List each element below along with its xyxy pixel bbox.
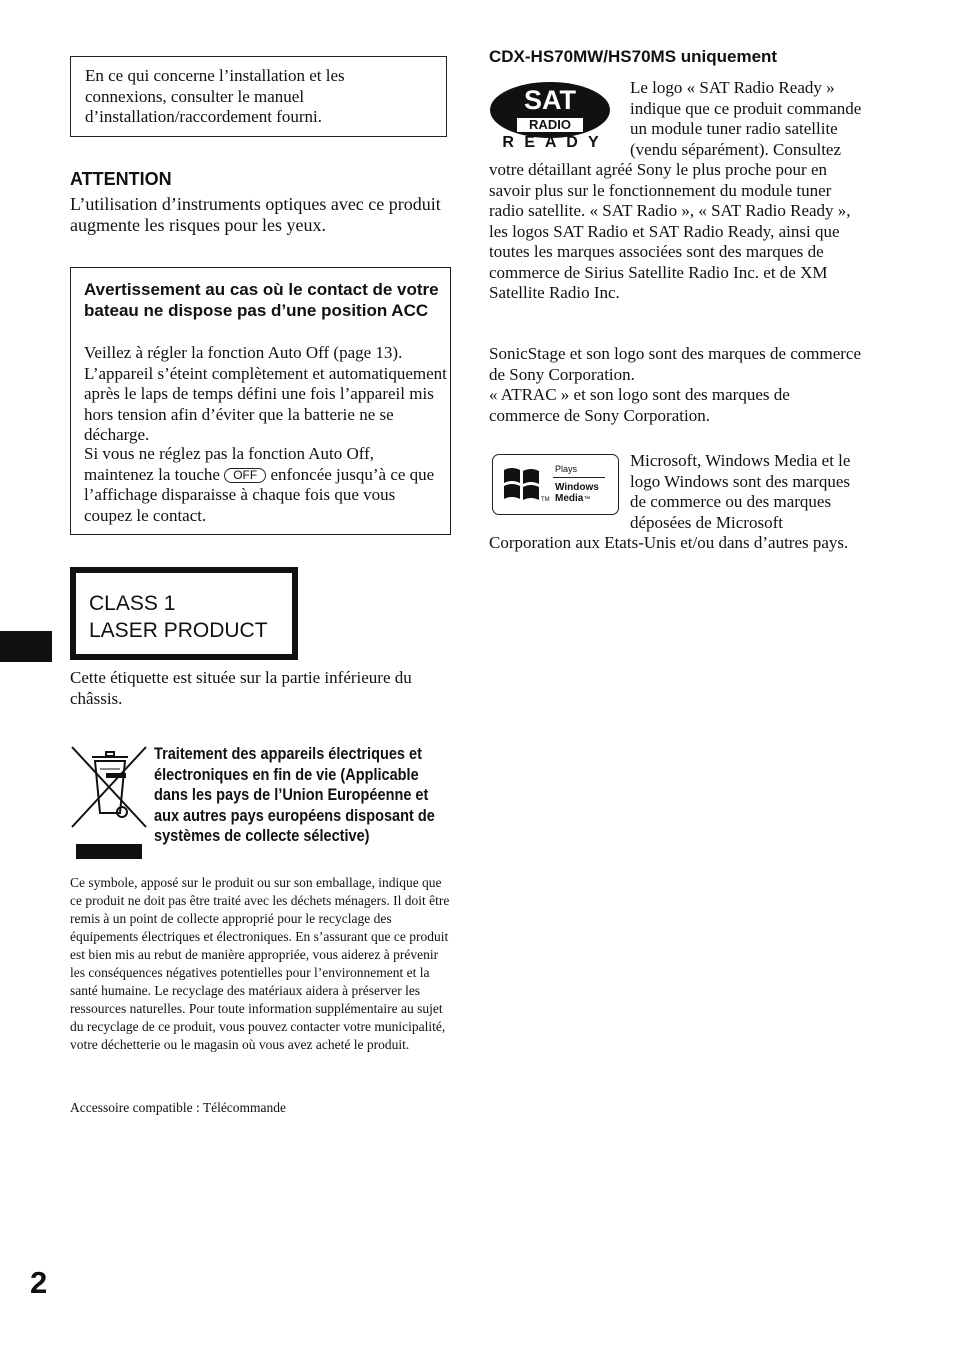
microsoft-text-body: Microsoft, Windows Media et le logo Windows sont des marques de commerce ou des marques déposées de Microsoft Corporation aux Etats-Unis et/ou dans d’autres pays.: [489, 451, 851, 552]
weee-body: Ce symbole, apposé sur le produit ou sur son emballage, indique que ce produit ne doit pas être traité avec les déchets ménagers. Il doit être remis à un point de collecte approprié pour le recyclage des équipements électriques et électroniques. En s’assurant que ce produit est bien mis au rebut de manière appropriée, vous aiderez à prévenir les conséquences négatives potentielles pour l’environnement et la santé humaine. Le recyclage des matériaux aidera à préserver les ressources naturelles. Pour toute information supplémentaire au sujet du recyclage de ce produit, vous pouvez contacter votre municipalité, votre déchetterie ou le magasin où vous avez acheté le produit.: [70, 875, 450, 1052]
wm-logo-windows: Windows: [555, 482, 599, 493]
label-location-text: Cette étiquette est située sur la partie inférieure du châssis.: [70, 668, 412, 708]
warning-box: [70, 267, 451, 535]
off-key-icon: OFF: [224, 468, 266, 483]
wm-logo-plays: Plays: [555, 464, 578, 474]
warning-para-1: Veillez à régler la fonction Auto Off (page 13). L’appareil s’éteint complètement et automatiquement après le laps de temps défini une fois l’appareil mis hors tension afin d’éviter que la batterie ne se décharge.: [84, 343, 447, 444]
wm-logo-media: Media: [555, 493, 584, 504]
atrac-text: « ATRAC » et son logo sont des marques de commerce de Sony Corporation.: [489, 385, 790, 425]
wm-logo-media-tm: ™: [583, 496, 591, 503]
page-number: 2: [30, 1265, 48, 1300]
laser-label-line2: LASER PRODUCT: [89, 619, 268, 642]
warning-para-2-end: enfoncée jusqu’à ce que l’affichage disparaisse à chaque fois que vous coupez le contact.: [84, 464, 435, 525]
section-tab-marker: [0, 631, 52, 662]
install-note-box: [70, 56, 447, 137]
sat-radio-text: [489, 78, 863, 304]
accessory-text: Accessoire compatible : Télécommande: [70, 1100, 287, 1115]
laser-label-line1: CLASS 1: [89, 592, 176, 615]
sat-radio-text-body: Le logo « SAT Radio Ready » indique que ce produit commande un module tuner radio satellite (vendu séparément). Consultez votre détaillant agréé Sony le plus proche pour en savoir plus sur le fonctionnement du module tuner radio satellite. « SAT Radio », « SAT Radio Ready », les logos SAT Radio et SAT Radio Ready, ainsi que toutes les marques associées sont des marques de commerce de Sirius Satellite Radio Inc. et de XM Satellite Radio Inc.: [489, 78, 862, 302]
wm-logo-tm: TM: [541, 497, 550, 503]
warning-heading: Avertissement au cas où le contact de votre bateau ne dispose pas d’une position ACC: [84, 280, 439, 320]
attention-text: L’utilisation d’instruments optiques avec ce produit augmente les risques pour les yeux.: [70, 194, 441, 235]
sat-logo-line2: RADIO: [529, 117, 571, 132]
logo-wrap-spacer: [489, 78, 630, 160]
crossed-out-wheelie-bin-icon: [70, 745, 148, 863]
laser-label-inner: [76, 573, 292, 654]
sat-logo-line1: SAT: [524, 85, 576, 115]
laser-label: [70, 567, 298, 660]
model-heading: CDX-HS70MW/HS70MS uniquement: [489, 47, 778, 66]
warning-para-2: [84, 444, 442, 526]
install-note-text: En ce qui concerne l’installation et les connexions, consulter le manuel d’installation/raccordement fourni.: [85, 66, 345, 126]
sonicstage-text: SonicStage et son logo sont des marques de commerce de Sony Corporation.: [489, 344, 862, 384]
warning-para-2-start: Si vous ne réglez pas la fonction Auto Off, maintenez la touche: [84, 444, 375, 484]
attention-heading: ATTENTION: [70, 169, 172, 189]
logo-wrap-spacer: [489, 451, 630, 533]
sat-logo-line3: R E A D Y: [502, 134, 602, 151]
weee-heading: Traitement des appareils électriques et électroniques en fin de vie (Applicable dans les pays de l’Union Européenne et aux autres pays européens disposant de systèmes de collecte sélective): [154, 745, 435, 845]
microsoft-text: [489, 451, 863, 554]
